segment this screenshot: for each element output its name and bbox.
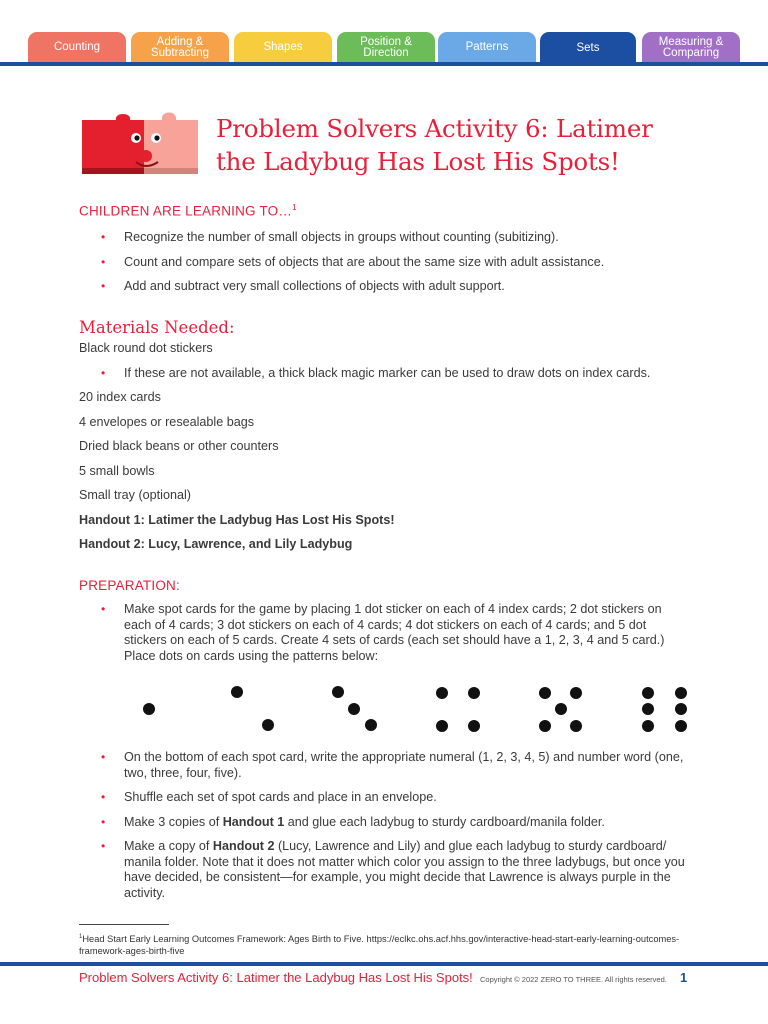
dot xyxy=(365,719,377,731)
copyright: Copyright © 2022 ZERO TO THREE. All rights reserved. xyxy=(480,975,667,984)
tab-label: Measuring & Comparing xyxy=(658,35,724,59)
activity-content xyxy=(79,200,689,901)
list-item: • Make spot cards for the game by placing 1 dot sticker on each of 4 index cards; 2 dot stickers on each of 4 cards; 3 dot stickers on each of 4 cards; 4 dot stickers on each of 4 cards; and 5 dot stickers on each of 5 cards. Create 4 sets of cards (each set should have a 1, 2, 3, 4 and 5 card.) Place dots on cards using the patterns below: xyxy=(101,602,689,664)
dot xyxy=(436,720,448,732)
dot xyxy=(539,720,551,732)
list-item xyxy=(101,815,689,831)
material-item: Small tray (optional) xyxy=(79,488,191,502)
handout-1: Handout 1: Latimer the Ladybug Has Lost His Spots! xyxy=(79,512,395,527)
dot xyxy=(348,703,360,715)
dot xyxy=(539,687,551,699)
materials-heading: Materials Needed: xyxy=(79,317,235,337)
tab-position-direction[interactable] xyxy=(337,32,435,63)
dot xyxy=(332,686,344,698)
footnote-mark: 1 xyxy=(79,934,83,940)
page-title xyxy=(216,112,736,178)
tab-bar-underline xyxy=(0,62,768,66)
material-item: 5 small bowls xyxy=(79,463,155,478)
tab-label: Adding & Subtracting xyxy=(150,35,210,59)
step-text: Make 3 copies of xyxy=(124,814,223,829)
dot xyxy=(675,720,687,732)
footer-divider xyxy=(0,962,768,966)
footnote-text[interactable]: Head Start Early Learning Outcomes Framework: Ages Birth to Five. https://eclkc.ohs.acf.hhs.gov/interactive-head-start-early-learning-outcomes-framework-ages-birth-five xyxy=(79,934,680,957)
preparation-heading: PREPARATION: xyxy=(79,577,180,593)
dot xyxy=(570,687,582,699)
tab-adding-subtracting[interactable] xyxy=(131,32,229,63)
footnote xyxy=(79,931,699,957)
material-item: Dried black beans or other counters xyxy=(79,439,279,453)
material-item: 4 envelopes or resealable bags xyxy=(79,414,255,429)
dot xyxy=(262,719,274,731)
footnote-divider xyxy=(79,924,169,925)
tab-label: Patterns xyxy=(465,41,509,53)
tab-label: Shapes xyxy=(263,41,303,53)
dot xyxy=(555,703,567,715)
dot xyxy=(468,720,480,732)
tab-sets[interactable] xyxy=(540,32,636,64)
materials-note-list xyxy=(101,366,689,382)
dot xyxy=(642,687,654,699)
dot xyxy=(570,720,582,732)
list-item xyxy=(101,839,689,901)
tab-shapes[interactable] xyxy=(234,32,332,63)
page-number: 1 xyxy=(680,970,688,985)
learning-list xyxy=(101,230,689,295)
dot xyxy=(436,687,448,699)
dot xyxy=(675,687,687,699)
puzzle-face-logo xyxy=(78,108,204,178)
dot xyxy=(468,687,480,699)
list-item: • If these are not available, a thick black magic marker can be used to draw dots on index cards. xyxy=(101,366,689,382)
dot-patterns xyxy=(118,680,698,740)
list-item: • Count and compare sets of objects that are about the same size with adult assistance. xyxy=(101,255,689,271)
handout-2: Handout 2: Lucy, Lawrence, and Lily Ladybug xyxy=(79,537,353,551)
tab-label: Counting xyxy=(53,41,101,53)
learning-heading-text: CHILDREN ARE LEARNING TO… xyxy=(79,203,293,219)
title-line-1: Problem Solvers Activity 6: Latimer xyxy=(216,114,653,143)
dot xyxy=(642,720,654,732)
tab-label: Position & Direction xyxy=(360,35,412,59)
list-item: • Add and subtract very small collections of objects with adult support. xyxy=(101,279,689,295)
dot xyxy=(675,703,687,715)
step-text: and glue each ladybug to sturdy cardboard/manila folder. xyxy=(284,814,605,829)
footnote-ref[interactable]: 1 xyxy=(292,203,297,212)
step-text: Make a copy of xyxy=(124,839,213,853)
step-text: (Lucy, Lawrence and Lily) and glue each ladybug to sturdy cardboard/ manila folder. Note that it does not matter which color you assign to the three ladybugs, but once you have decided, be consistent—for example, you might decide that Lawrence is always purple in the activity. xyxy=(124,839,685,900)
title-line-2: the Ladybug Has Lost His Spots! xyxy=(216,147,620,176)
tab-measuring-comparing[interactable] xyxy=(642,32,740,63)
list-item: • On the bottom of each spot card, write the appropriate numeral (1, 2, 3, 4, 5) and number word (one, two, three, four, five). xyxy=(101,750,689,781)
list-item: • Recognize the number of small objects in groups without counting (subitizing). xyxy=(101,230,689,246)
topic-tab-bar xyxy=(0,0,768,72)
tab-counting[interactable] xyxy=(28,32,126,63)
material-item: Black round dot stickers xyxy=(79,341,213,355)
tab-label: Sets xyxy=(576,41,600,54)
preparation-list xyxy=(101,602,689,901)
dot xyxy=(143,703,155,715)
handout-ref: Handout 1 xyxy=(222,814,285,829)
dot xyxy=(231,686,243,698)
dot xyxy=(642,703,654,715)
material-item: 20 index cards xyxy=(79,390,161,404)
footer-title: Problem Solvers Activity 6: Latimer the Ladybug Has Lost His Spots! xyxy=(79,970,473,985)
tab-patterns[interactable] xyxy=(438,32,536,63)
list-item: • Shuffle each set of spot cards and place in an envelope. xyxy=(101,790,689,806)
handout-ref: Handout 2 xyxy=(212,839,275,853)
learning-heading xyxy=(79,200,689,219)
